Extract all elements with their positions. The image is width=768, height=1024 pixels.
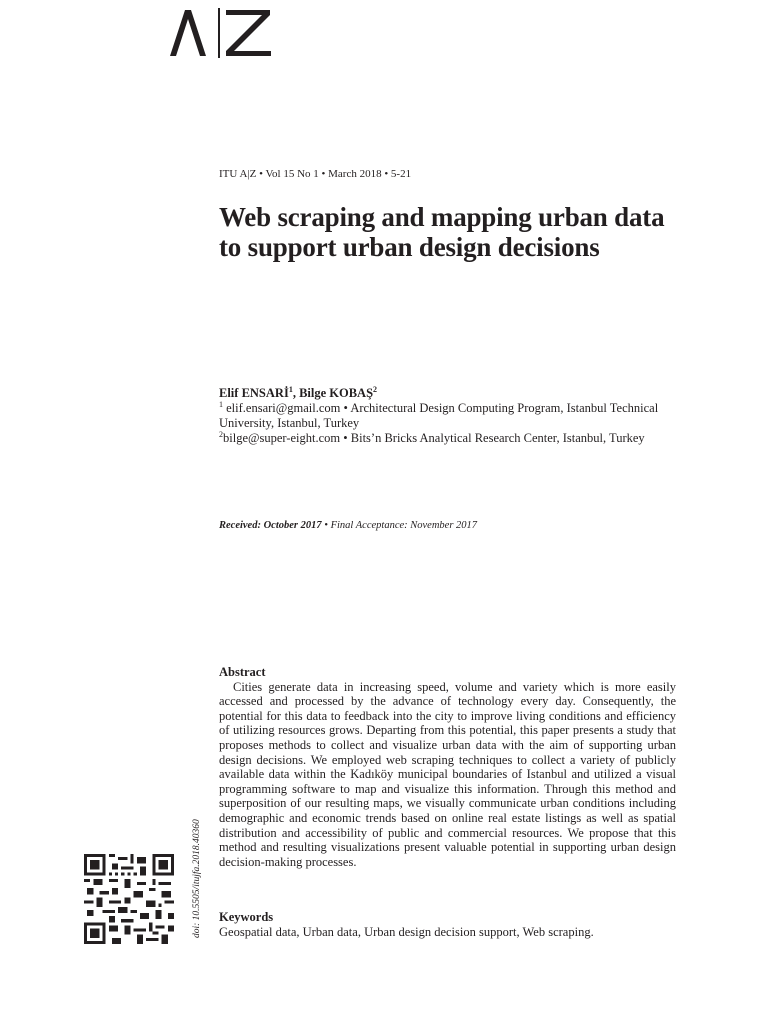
acceptance-date: Final Acceptance: November 2017	[330, 520, 478, 531]
affiliation-superscript: 1	[219, 399, 223, 409]
paper-title: Web scraping and mapping urban data to support urban design decisions	[219, 202, 665, 262]
affiliation-text: elif.ensari@gmail.com • Architectural Design Computing Program, Istanbul Technical University, Istanbul, Turkey	[219, 401, 659, 430]
abstract-heading: Abstract	[219, 665, 266, 679]
abstract-text: Cities generate data in increasing speed, volume and variety which is more easily accessed and processed by the advance of technology every day. Consequently, the potential for this data to feedback into the city to improve living conditions and efficiency of utilizing resources grows. Departing from this potential, this paper presents a study that proposes methods to collect and visualize urban data with the aim of supporting urban design decisions. We employed web scraping techniques to collect a variety of publicly available data within the Kadıköy municipal boundaries of Istanbul and utilized a visual programming software to map and visualize this information. Through this method and superposition of our resulting maps, we visually communicate urban conditions including demographic and economic trends based on online real estate listings as well as spatial distribution and accessibility of public and commercial resources. We propose that this method and resulting visualizations present valuable potential in supporting urban design decision-making processes.	[219, 679, 676, 869]
affiliation	[219, 401, 679, 431]
submission-dates	[219, 520, 477, 531]
keywords-heading: Keywords	[219, 910, 274, 924]
author-name: Bilge KOBAŞ	[299, 386, 374, 400]
date-separator: •	[321, 520, 331, 531]
affiliation	[219, 431, 679, 446]
author-name: Elif ENSARİ	[219, 386, 289, 400]
az-logo-icon	[170, 8, 272, 58]
journal-info: ITU A|Z • Vol 15 No 1 • March 2018 • 5-21	[219, 168, 412, 180]
author-block	[219, 386, 679, 446]
qr-code-icon	[84, 854, 174, 944]
author-names	[219, 386, 679, 401]
keywords-text: Geospatial data, Urban data, Urban design decision support, Web scraping.	[219, 925, 594, 939]
author-superscript: 2	[373, 384, 378, 394]
doi-text: doi: 10.5505/itujfa.2018.40360	[192, 819, 202, 938]
received-date: Received: October 2017	[219, 520, 322, 531]
author-superscript: 1	[288, 384, 293, 394]
keywords-section	[219, 910, 679, 940]
abstract-section	[219, 665, 676, 869]
affiliation-superscript: 2	[219, 429, 223, 439]
author-separator: ,	[292, 386, 300, 400]
affiliation-text: bilge@super-eight.com • Bits’n Bricks Analytical Research Center, Istanbul, Turkey	[223, 431, 645, 445]
